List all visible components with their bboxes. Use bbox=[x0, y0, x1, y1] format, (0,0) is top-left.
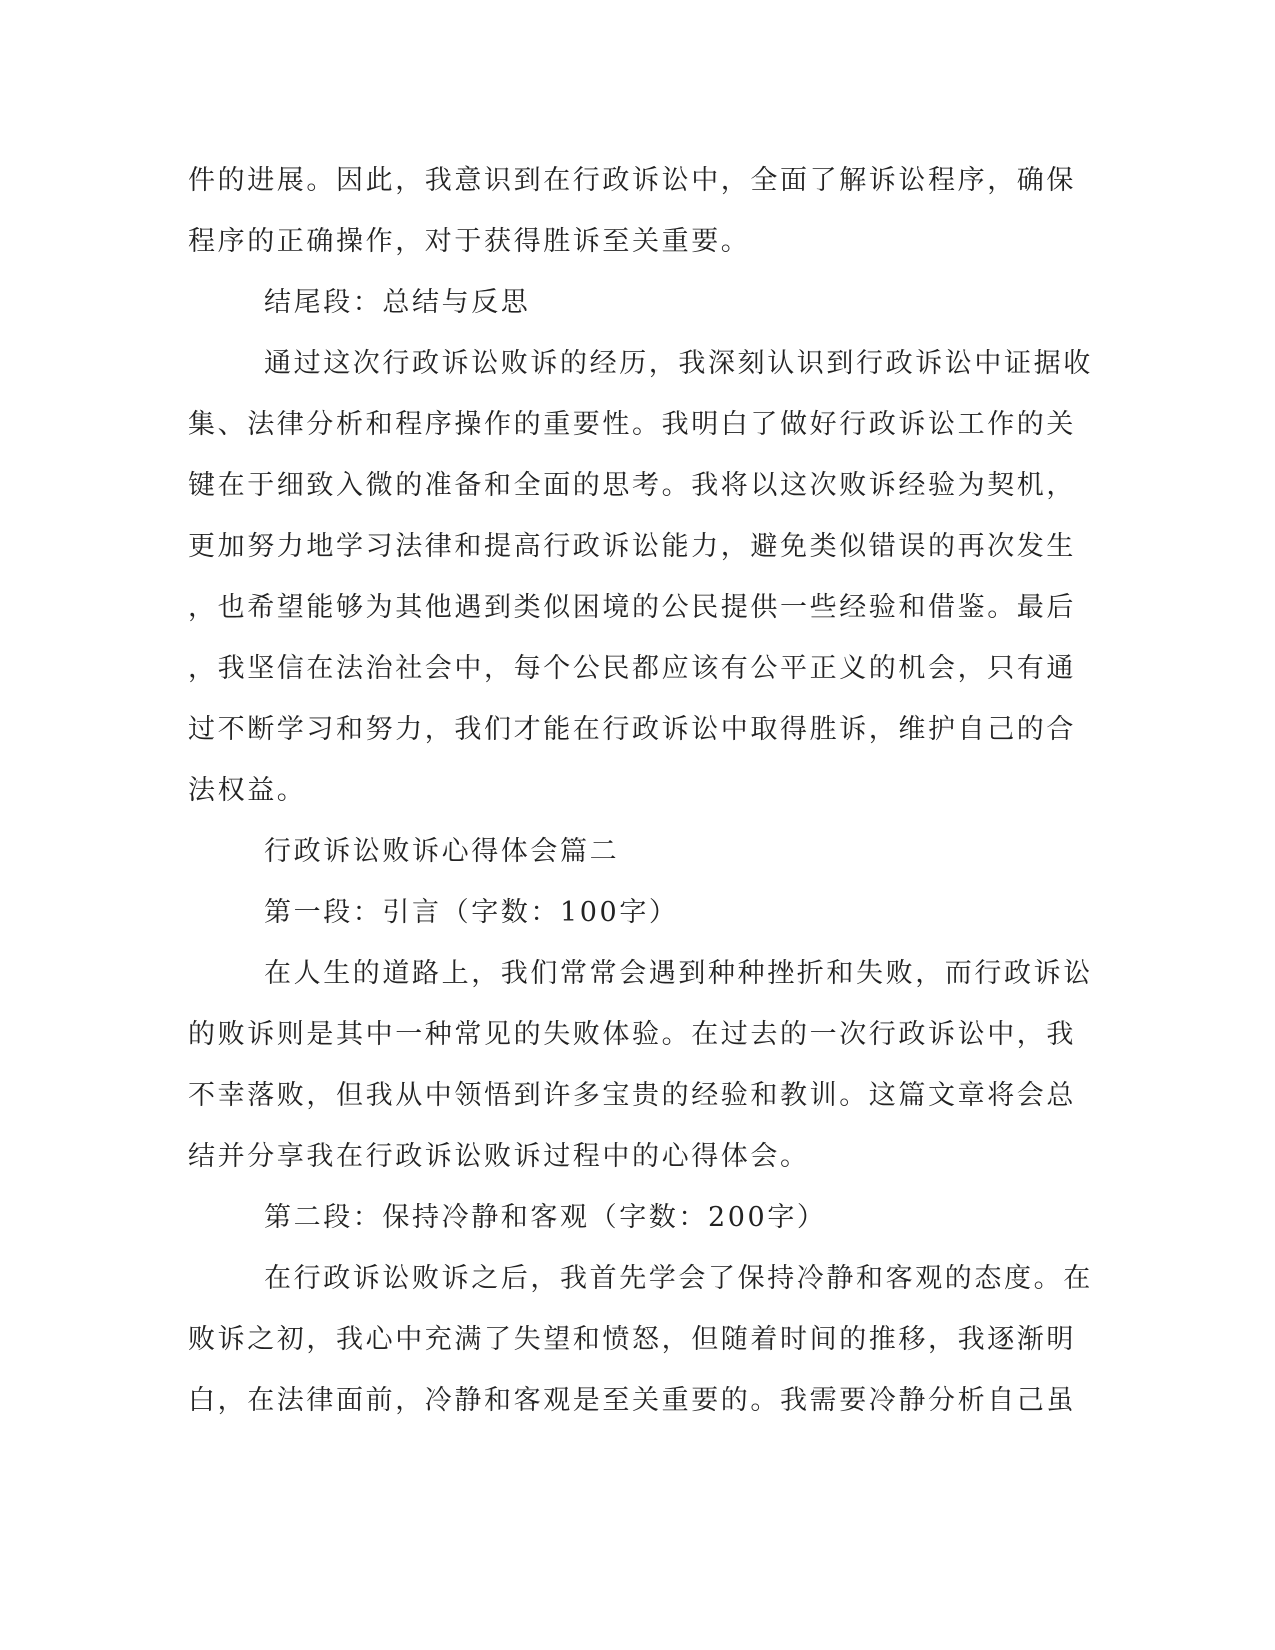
text-line: 集、法律分析和程序操作的重要性。我明白了做好行政诉讼工作的关 bbox=[188, 409, 1076, 440]
body-text bbox=[188, 150, 1093, 1431]
text-line: 件的进展。因此，我意识到在行政诉讼中，全面了解诉讼程序，确保 bbox=[188, 165, 1076, 196]
text-line: 不幸落败，但我从中领悟到许多宝贵的经验和教训。这篇文章将会总 bbox=[188, 1080, 1076, 1111]
text-line: 键在于细致入微的准备和全面的思考。我将以这次败诉经验为契机， bbox=[188, 470, 1076, 501]
text-line: ，我坚信在法治社会中，每个公民都应该有公平正义的机会，只有通 bbox=[188, 653, 1076, 684]
section-heading-intro: 第一段：引言（字数：100字） bbox=[264, 897, 679, 928]
text-line: 更加努力地学习法律和提高行政诉讼能力，避免类似错误的再次发生 bbox=[188, 531, 1076, 562]
text-line: 法权益。 bbox=[188, 775, 307, 806]
text-line: 通过这次行政诉讼败诉的经历，我深刻认识到行政诉讼中证据收 bbox=[264, 348, 1093, 379]
text-line: 白，在法律面前，冷静和客观是至关重要的。我需要冷静分析自己虽 bbox=[188, 1385, 1076, 1416]
text-line: 结并分享我在行政诉讼败诉过程中的心得体会。 bbox=[188, 1141, 810, 1172]
text-line: 在行政诉讼败诉之后，我首先学会了保持冷静和客观的态度。在 bbox=[264, 1263, 1093, 1294]
section-heading-conclusion: 结尾段：总结与反思 bbox=[264, 287, 531, 318]
text-line: ，也希望能够为其他遇到类似困境的公民提供一些经验和借鉴。最后 bbox=[188, 592, 1076, 623]
text-line: 在人生的道路上，我们常常会遇到种种挫折和失败，而行政诉讼 bbox=[264, 958, 1093, 989]
text-line: 的败诉则是其中一种常见的失败体验。在过去的一次行政诉讼中，我 bbox=[188, 1019, 1076, 1050]
text-line: 程序的正确操作，对于获得胜诉至关重要。 bbox=[188, 226, 751, 257]
section-heading-calm: 第二段：保持冷静和客观（字数：200字） bbox=[264, 1202, 827, 1233]
text-line: 败诉之初，我心中充满了失望和愤怒，但随着时间的推移，我逐渐明 bbox=[188, 1324, 1076, 1355]
text-line: 过不断学习和努力，我们才能在行政诉讼中取得胜诉，维护自己的合 bbox=[188, 714, 1076, 745]
article-title-part-two: 行政诉讼败诉心得体会篇二 bbox=[264, 836, 620, 867]
